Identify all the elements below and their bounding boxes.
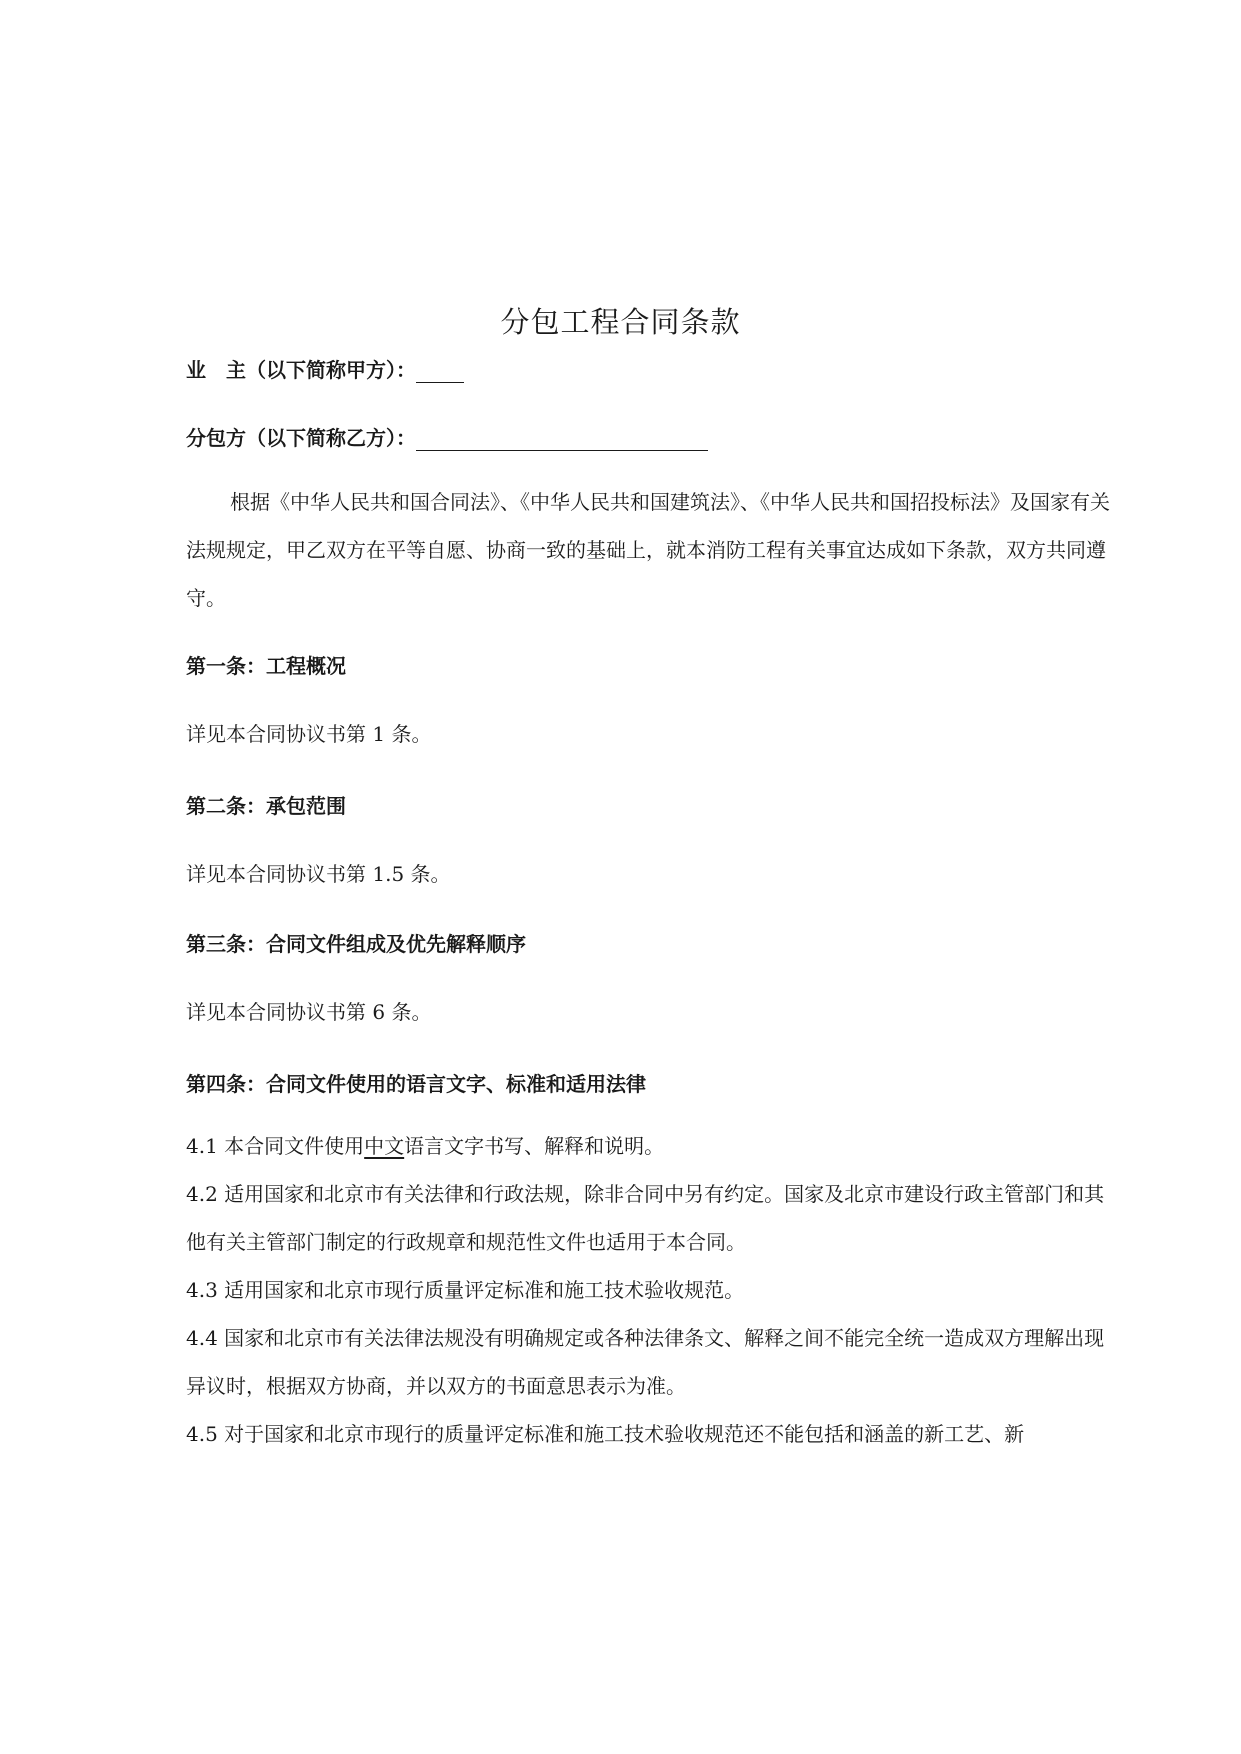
owner-label: 业 主（以下简称甲方）： <box>186 358 416 382</box>
clause-4-4: 4.4 国家和北京市有关法律法规没有明确规定或各种法律条文、解释之间不能完全统一造成双方理解出现异议时，根据双方协商，并以双方的书面意思表示为准。 <box>186 1326 1105 1398</box>
clause-4-1-post: 语言文字书写、解释和说明。 <box>404 1134 665 1158</box>
document-title: 分包工程合同条款 <box>500 305 741 339</box>
article-1-body: 详见本合同协议书第 1 条。 <box>186 722 432 746</box>
article-4-heading: 第四条：合同文件使用的语言文字、标准和适用法律 <box>186 1072 646 1096</box>
subcontractor-label: 分包方（以下简称乙方）： <box>186 426 416 450</box>
article-3-body: 详见本合同协议书第 6 条。 <box>186 1000 432 1024</box>
owner-blank[interactable] <box>416 360 464 383</box>
clause-4-1-pre: 4.1 本合同文件使用 <box>186 1134 365 1158</box>
clause-4-5: 4.5 对于国家和北京市现行的质量评定标准和施工技术验收规范还不能包括和涵盖的新工艺、新 <box>186 1422 1025 1446</box>
article-2-body: 详见本合同协议书第 1.5 条。 <box>186 862 451 886</box>
intro-paragraph: 根据《中华人民共和国合同法》、《中华人民共和国建筑法》、《中华人民共和国招投标法》及国家有关法规规定，甲乙双方在平等自愿、协商一致的基础上，就本消防工程有关事宜达成如下条款，双方共同遵守。 <box>186 490 1110 610</box>
subcontractor-blank[interactable] <box>416 428 708 451</box>
clause-4-1 <box>186 1122 1106 1170</box>
subcontractor-line <box>186 422 708 451</box>
clause-4-2: 4.2 适用国家和北京市有关法律和行政法规，除非合同中另有约定。国家及北京市建设行政主管部门和其他有关主管部门制定的行政规章和规范性文件也适用于本合同。 <box>186 1182 1105 1254</box>
article-1-heading: 第一条：工程概况 <box>186 654 346 678</box>
clause-4-1-language: 中文 <box>364 1134 405 1158</box>
clause-4-3: 4.3 适用国家和北京市现行质量评定标准和施工技术验收规范。 <box>186 1278 745 1302</box>
article-3-heading: 第三条：合同文件组成及优先解释顺序 <box>186 932 526 956</box>
article-2-heading: 第二条：承包范围 <box>186 794 346 818</box>
owner-line <box>186 354 464 383</box>
